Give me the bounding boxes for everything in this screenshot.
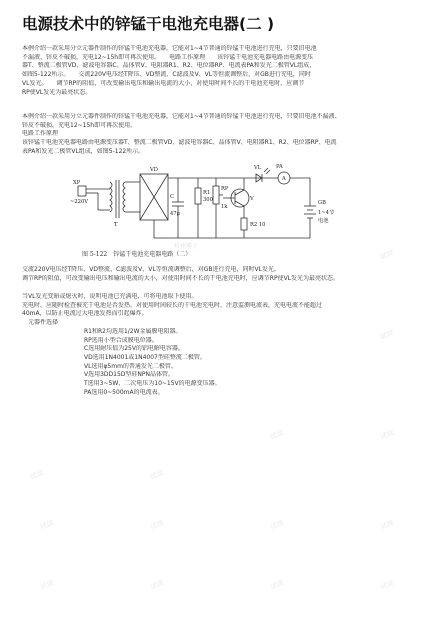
watermark-text: 试读: [269, 518, 285, 532]
label-v: V: [250, 196, 254, 202]
text-line: R1和R2均选用1/2W金属膜电阻器。: [84, 327, 182, 335]
watermark-text: 试读: [29, 468, 45, 482]
label-gb: GB: [318, 200, 326, 206]
text-line: 器T、整流二极管VD、滤波电容器C、晶体管V、电阻器R1、R2、电位器RP、电流表PA和发光二极管VL组成，: [22, 62, 316, 70]
label-vd: VD: [150, 167, 158, 173]
text-line: VL选用φ5mm的普通发光二极管。: [84, 362, 177, 370]
watermark-text: 试读: [39, 518, 55, 532]
label-rp: RP: [221, 186, 229, 192]
repeat-paragraph: [22, 113, 420, 157]
resistor-r2: [241, 218, 247, 230]
label-t: T: [114, 222, 118, 228]
watermark-text: 试读: [149, 468, 165, 482]
label-gb-value: 1~4节: [318, 210, 335, 216]
text-line: C选用耐压值为25V的铝电解电容器。: [84, 345, 184, 353]
text-line: 调节RP的阻值，可改变输出电压和输出电流的大小，对使用时间不长的干电池充电时，应调节RP使VL发光为最亮状态。: [22, 274, 340, 282]
label-c: C: [170, 194, 174, 200]
label-gb-note: 电池: [318, 218, 329, 224]
watermark-text: 试读: [379, 328, 395, 342]
text-line: RP选用小型合成膜电位器。: [84, 336, 158, 344]
potentiometer-rp: [213, 186, 219, 204]
text-line: 表PA和发光二极管VL组成，如图5-122所示。: [22, 147, 145, 155]
label-rp-value: 1k: [221, 204, 228, 210]
watermark-text: 试读: [379, 578, 395, 592]
text-line: 电路工作原理: [22, 130, 59, 138]
label-xp: XP: [73, 180, 81, 186]
body-paragraph: [22, 266, 420, 283]
label-r1: R1: [203, 190, 211, 196]
text-line: 当VL发光变暗或熄灭时，说明电池已充满电，可将电池取下使用。: [22, 293, 198, 300]
text-line: 本例介绍一款采用分立元器件制作的锌锰干电池充电器，它能对1~4节普通的锌锰干电池进行充电，只要旧电池不漏液、: [22, 113, 341, 120]
label-pa: PA: [276, 164, 283, 170]
watermark-text: 试读: [379, 518, 395, 532]
watermark-text: 试读: [269, 578, 285, 592]
resistor-r1: [195, 188, 201, 204]
label-a: A: [282, 176, 286, 182]
label-r1-value: 300: [203, 197, 213, 203]
label-r2: R2 10: [250, 222, 266, 228]
text-line: VD选用1N4001或1N4007型硅整流二极管。: [84, 353, 206, 361]
watermark-text: 试读: [39, 578, 55, 592]
label-vl: VL: [254, 165, 262, 171]
text-line: PA选用0~500mA的电流表。: [84, 388, 164, 396]
watermark-text: 试读: [149, 518, 165, 532]
transformer-secondary: [123, 182, 125, 212]
transformer-primary: [110, 182, 112, 212]
text-line: 元器件选择: [28, 319, 59, 327]
text-line: V选用3DD15D型硅NPN晶体管。: [84, 371, 175, 379]
circuit-diagram: [70, 160, 370, 260]
text-line: VL发光。 调节RP的阻值，可改变输出电压和输出电流的大小，对使用时间不长的干电池充电时，应调节: [22, 79, 305, 87]
page-title: 电源技术中的锌锰干电池充电器(二 ): [22, 15, 275, 33]
intro-paragraph: [22, 45, 420, 97]
text-line: 交流220V电压经T降压、VD整流、C滤波及V、VL等恒流调整后，对GB进行充电，同时VL发光。: [22, 266, 280, 273]
text-line: 不漏液、锌皮不破损，充电12~15h即可再次使用。 电路工作原理 该锌锰干电池充电器电路由电源变压: [22, 53, 314, 61]
text-line: 40mA，以防止电流过大电池发热而引起爆炸。: [22, 310, 148, 318]
plug-symbol: [78, 186, 86, 196]
text-line: T选用3~5W、二次电压为10~15V的电源变压器。: [84, 380, 221, 388]
text-line: RP使VL发光为最亮状态。: [22, 88, 92, 96]
text-line: 锌皮不破损，充电12~15h即可再次使用。: [22, 121, 137, 129]
text-line: 充电时，应随时检查被充干电池是否发热。对使用时间较长的干电池充电时，注意监测电流表，充电电流不能超过: [22, 301, 323, 309]
text-line: 该锌锰干电池充电器电路由电源变压器T、整流二极管VD、滤波电容器C、晶体管V、电阻器R1、R2、电位器RP、电流: [22, 139, 337, 147]
label-ac: ~220V: [70, 199, 88, 205]
label-c-value: 47μ: [170, 211, 180, 217]
watermark-text: 试读: [269, 428, 285, 442]
watermark-text: 试读: [149, 578, 165, 592]
diagram-watermark: 杭州博士: [174, 243, 199, 250]
component-paragraph: [22, 293, 420, 397]
figure-caption: 图 5-122 锌锰干电池充电器电路（二）: [82, 251, 192, 258]
watermark-text: 试读: [379, 248, 395, 262]
text-line: 如图5-122所示。 交流220V电压经T降压、VD整流、C滤波及V、VL等恒流调整后，对GB进行充电，同时: [22, 71, 311, 79]
text-line: 本例介绍一款采用分立元器件制作的锌锰干电池充电器，它能对1~4节普通的锌锰干电池进行充电，只要旧电池: [22, 45, 317, 52]
watermark-text: 试读: [379, 428, 395, 442]
